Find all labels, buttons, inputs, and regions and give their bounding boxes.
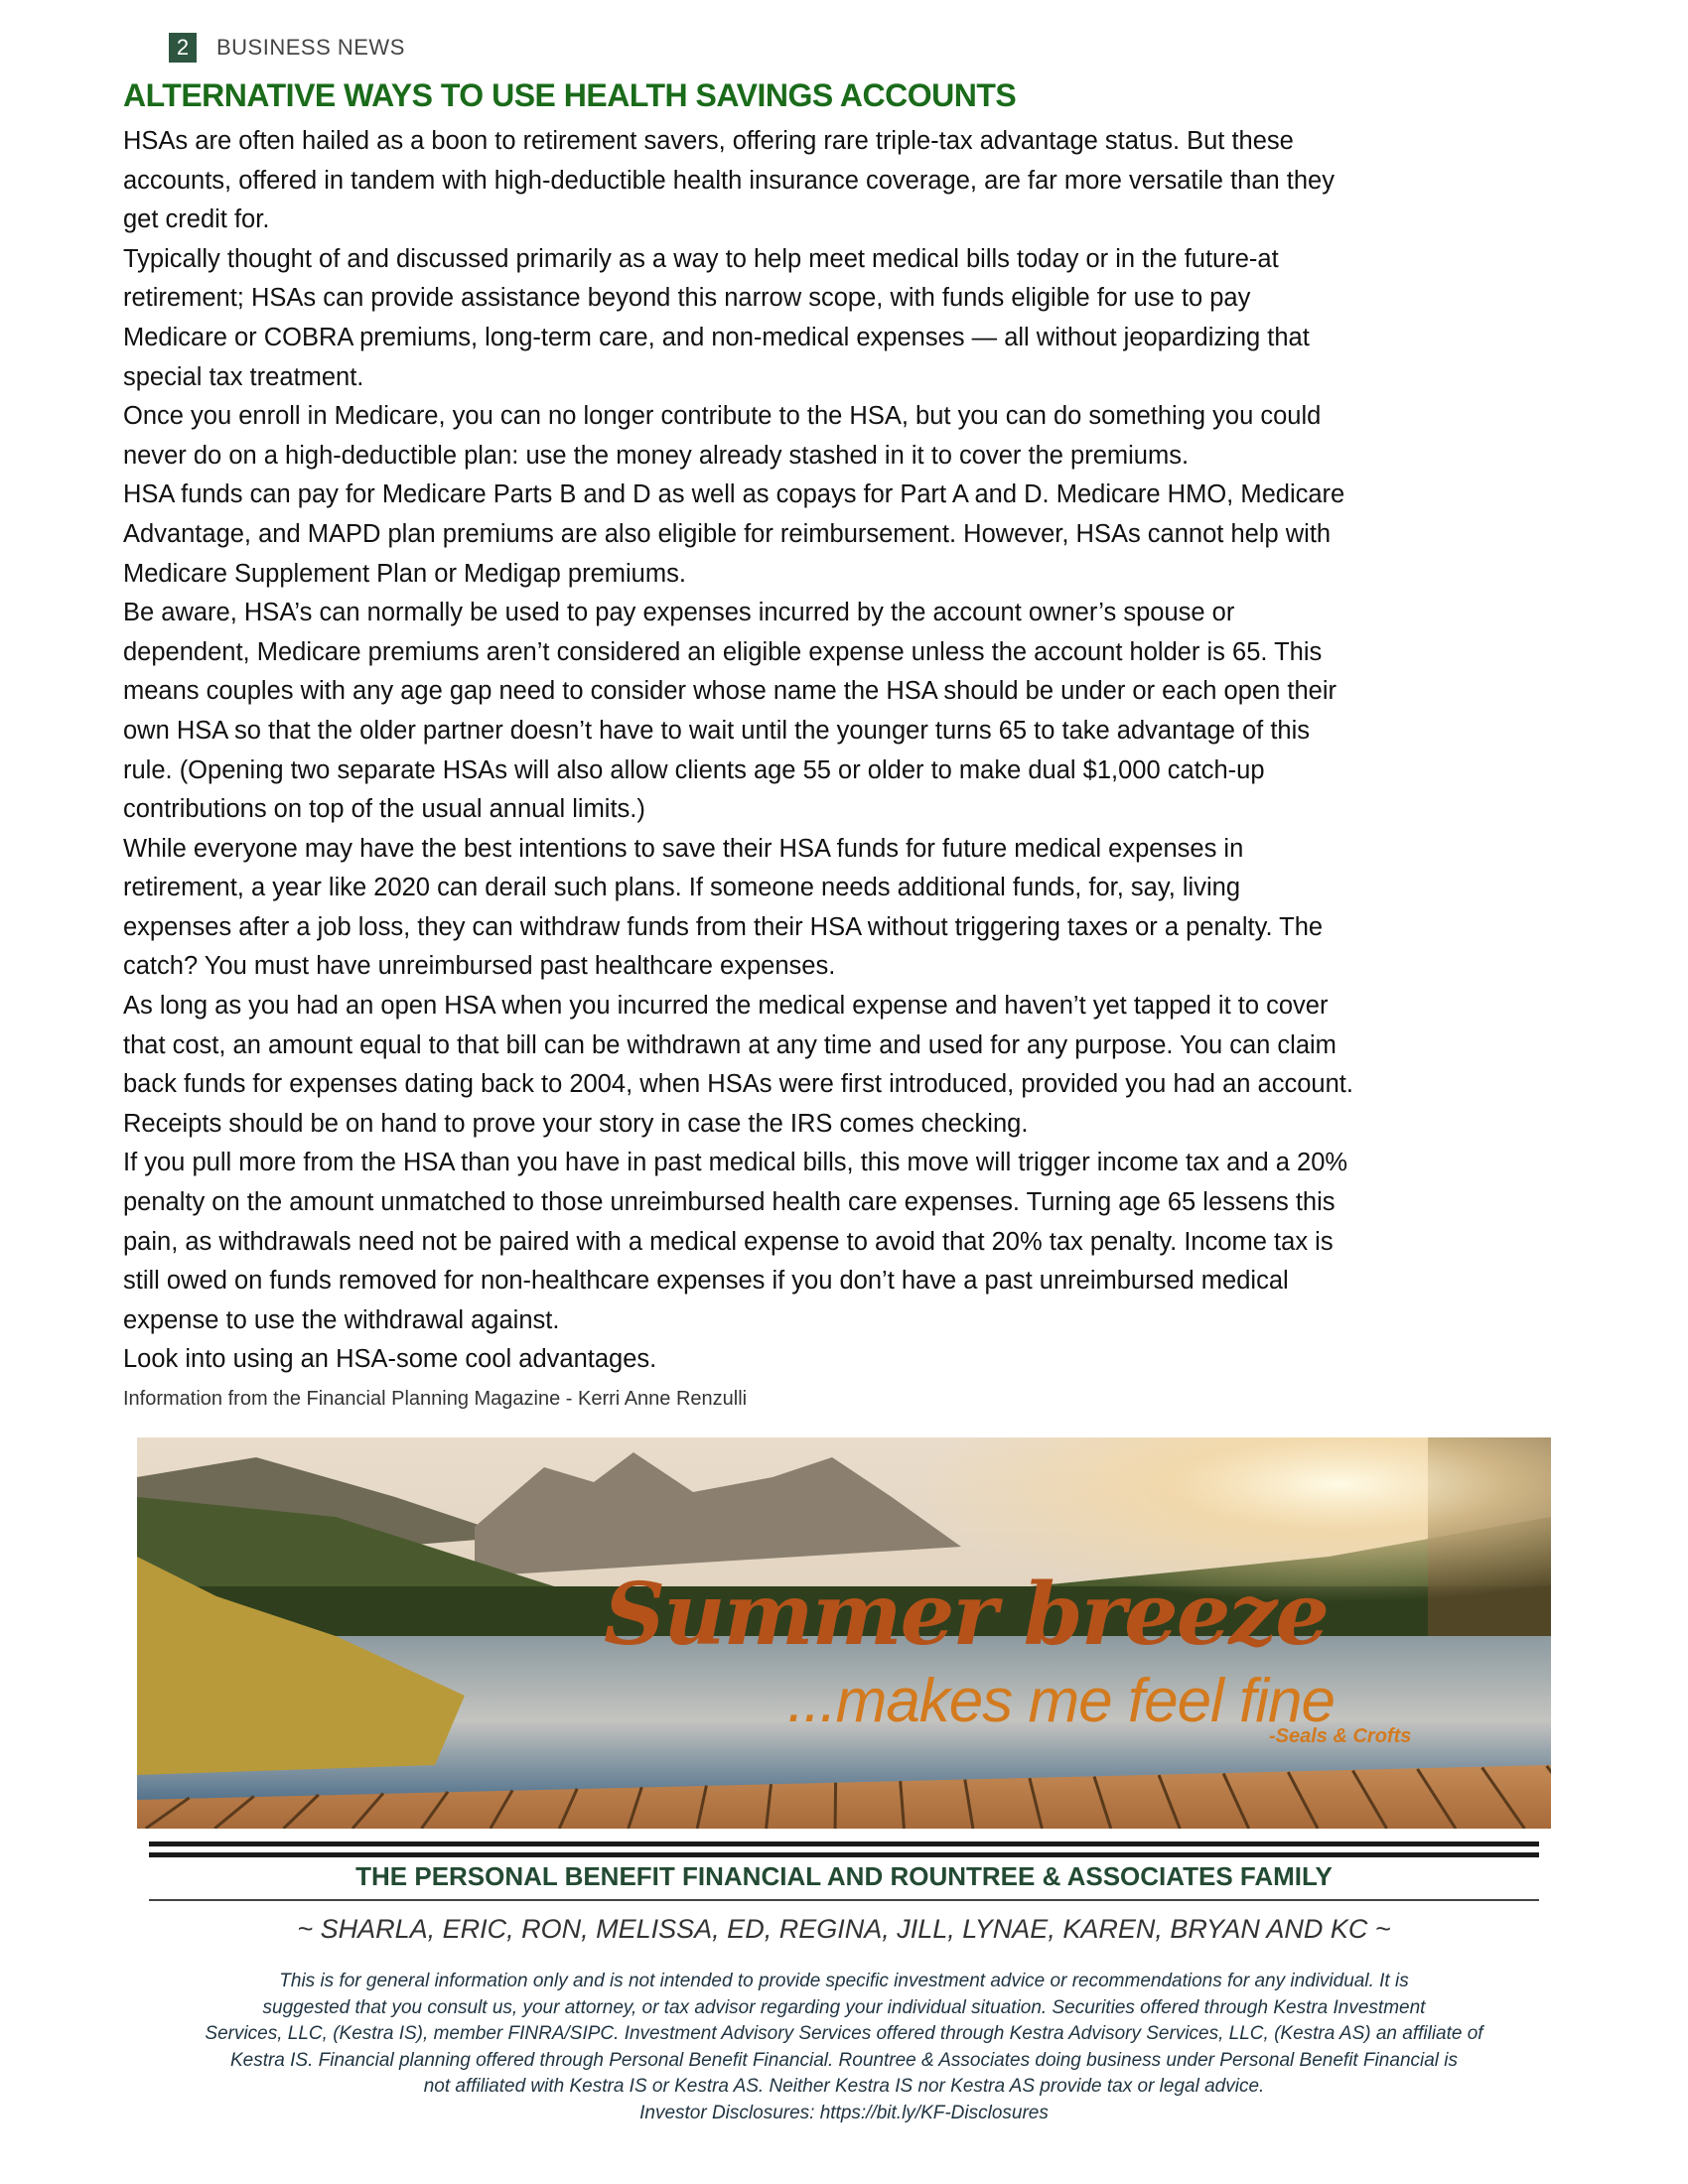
article-line: Medicare Supplement Plan or Medigap premiums. bbox=[123, 559, 686, 588]
banner-attribution: -Seals & Crofts bbox=[1269, 1725, 1412, 1747]
article-line: catch? You must have unreimbursed past healthcare expenses. bbox=[123, 952, 836, 981]
article-line: Typically thought of and discussed primarily as a way to help meet medical bills today or in the future-at bbox=[123, 244, 1279, 273]
divider-line bbox=[149, 1852, 1539, 1857]
article-line: retirement; HSAs can provide assistance beyond this narrow scope, with funds eligible for use to pay bbox=[123, 284, 1251, 313]
article-line: pain, as withdrawals need not be paired with a medical expense to avoid that 20% tax penalty. Income tax is bbox=[123, 1227, 1334, 1256]
article-line: back funds for expenses dating back to 2004, when HSAs were first introduced, provided you had an account. bbox=[123, 1070, 1353, 1099]
article-line: means couples with any age gap need to consider whose name the HSA should be under or each open their bbox=[123, 677, 1336, 706]
article-line: rule. (Opening two separate HSAs will also allow clients age 55 or older to make dual $1,000 catch-up bbox=[123, 755, 1265, 784]
article-line: accounts, offered in tandem with high-deductible health insurance coverage, are far more versatile than they bbox=[123, 166, 1335, 195]
article-line: get credit for. bbox=[123, 205, 270, 234]
article-line: contributions on top of the usual annual limits.) bbox=[123, 795, 645, 824]
article-line: retirement, a year like 2020 can derail such plans. If someone needs additional funds, for, say, living bbox=[123, 874, 1241, 902]
article-line: Once you enroll in Medicare, you can no longer contribute to the HSA, but you can do something you could bbox=[123, 402, 1322, 431]
article-credit: Information from the Financial Planning Magazine - Kerri Anne Renzulli bbox=[123, 1388, 748, 1410]
article-line: If you pull more from the HSA than you have in past medical bills, this move will trigger income tax and a 20% bbox=[123, 1149, 1348, 1177]
article-line: penalty on the amount unmatched to those unreimbursed health care expenses. Turning age 65 lessens this bbox=[123, 1188, 1336, 1217]
disclaimer-line: suggested that you consult us, your attorney, or tax advisor regarding your individual situation. Securities offered through Kestra Investment bbox=[262, 1996, 1426, 2018]
article-body bbox=[123, 122, 1593, 1380]
article-line: HSA funds can pay for Medicare Parts B and D as well as copays for Part A and D. Medicare HMO, Medicare bbox=[123, 480, 1345, 509]
banner-headline: Summer breeze bbox=[604, 1565, 1329, 1665]
article-line: expenses after a job loss, they can withdraw funds from their HSA without triggering taxes or a penalty. The bbox=[123, 912, 1324, 941]
disclaimer-line: not affiliated with Kestra IS or Kestra AS. Neither Kestra IS nor Kestra AS provide tax or legal advice. bbox=[423, 2076, 1265, 2097]
family-heading: THE PERSONAL BENEFIT FINANCIAL AND ROUNTREE & ASSOCIATES FAMILY bbox=[355, 1861, 1333, 1891]
article-line: HSAs are often hailed as a boon to retirement savers, offering rare triple-tax advantage status. But these bbox=[123, 127, 1294, 155]
article-line: Look into using an HSA-some cool advantages. bbox=[123, 1345, 657, 1374]
article-line: never do on a high-deductible plan: use the money already stashed in it to cover the premiums. bbox=[123, 441, 1190, 470]
disclaimer-line: Services, LLC, (Kestra IS), member FINRA/SIPC. Investment Advisory Services offered through Kestra Advisory Services, LLC, (Kestra AS) an affiliate of bbox=[205, 2023, 1483, 2044]
summer-breeze-banner bbox=[137, 1437, 1551, 1829]
article-line: still owed on funds removed for non-healthcare expenses if you don’t have a past unreimbursed medical bbox=[123, 1267, 1289, 1296]
disclaimer-line: This is for general information only and is not intended to provide specific investment advice or recommendations for any individual. It is bbox=[279, 1971, 1409, 1991]
article-line: While everyone may have the best intentions to save their HSA funds for future medical expenses in bbox=[123, 834, 1244, 863]
dock-plank bbox=[835, 1783, 836, 1829]
investor-disclosures-link[interactable]: Investor Disclosures: https://bit.ly/KF-Disclosures bbox=[639, 2102, 1049, 2123]
divider-line bbox=[149, 1899, 1539, 1901]
banner-subline: ...makes me feel fine bbox=[787, 1667, 1336, 1735]
article-line: expense to use the withdrawal against. bbox=[123, 1305, 560, 1334]
article-title: ALTERNATIVE WAYS TO USE HEALTH SAVINGS ACCOUNTS bbox=[123, 77, 1017, 113]
article-line: Be aware, HSA’s can normally be used to pay expenses incurred by the account owner’s spouse or bbox=[123, 599, 1235, 627]
article-line: that cost, an amount equal to that bill can be withdrawn at any time and used for any purpose. You can claim bbox=[123, 1030, 1336, 1059]
article-line: Advantage, and MAPD plan premiums are also eligible for reimbursement. However, HSAs cannot help with bbox=[123, 519, 1332, 548]
page-header bbox=[169, 33, 405, 63]
article-line: own HSA so that the older partner doesn’t have to wait until the younger turns 65 to take advantage of this bbox=[123, 716, 1311, 745]
article-line: As long as you had an open HSA when you incurred the medical expense and haven’t yet tapped it to cover bbox=[123, 992, 1329, 1021]
team-names: ~ SHARLA, ERIC, RON, MELISSA, ED, REGINA, JILL, LYNAE, KAREN, BRYAN AND KC ~ bbox=[297, 1914, 1391, 1944]
divider-line bbox=[149, 1842, 1539, 1846]
disclaimer-line: Kestra IS. Financial planning offered through Personal Benefit Financial. Rountree & Associates doing business under Personal Benefit Financial is bbox=[229, 2049, 1459, 2071]
article-line: Receipts should be on hand to prove your story in case the IRS comes checking. bbox=[123, 1109, 1029, 1138]
disclaimer bbox=[139, 1969, 1549, 2126]
article-line: Medicare or COBRA premiums, long-term care, and non-medical expenses — all without jeopardizing that bbox=[123, 323, 1310, 351]
article-line: special tax treatment. bbox=[123, 362, 364, 391]
page-number: 2 bbox=[169, 33, 197, 63]
section-name: BUSINESS NEWS bbox=[216, 35, 405, 60]
article-line: dependent, Medicare premiums aren’t considered an eligible expense unless the account holder is 65. This bbox=[123, 637, 1323, 666]
